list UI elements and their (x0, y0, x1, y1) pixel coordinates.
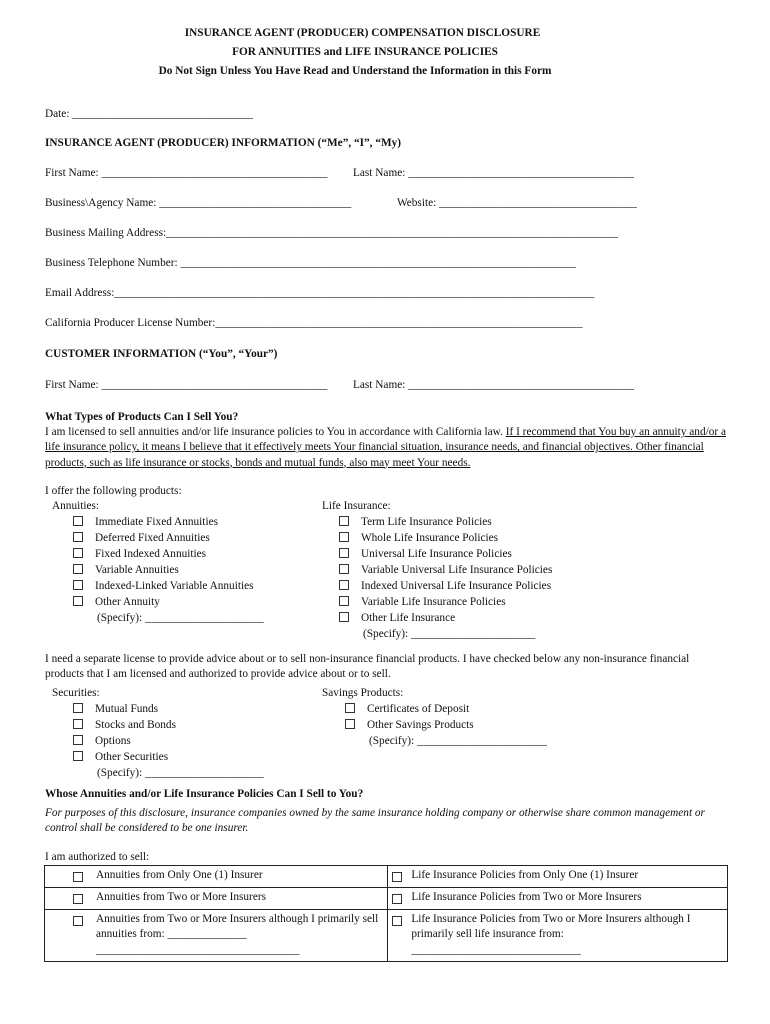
customer-first-name-field[interactable]: First Name: ________________________________________ (45, 379, 328, 391)
whose-italic-note: For purposes of this disclosure, insurance companies owned by the same insurance holding company or otherwise share common management or control shall be considered to be one insurer. (45, 807, 705, 835)
savings-list (322, 686, 547, 750)
checkbox[interactable] (73, 751, 83, 761)
table-row (45, 888, 728, 910)
checkbox[interactable] (339, 532, 349, 542)
checkbox[interactable] (73, 916, 83, 926)
table-cell-text: Life Insurance Policies from Two or More Insurers although I primarily sell life insurance from: ______________________________ (411, 913, 691, 956)
option-label: Options (95, 735, 131, 747)
annuities-list (52, 499, 264, 627)
table-cell-text: Annuities from Two or More Insurers although I primarily sell annuities from: ______________ ____________________________________ (96, 913, 379, 956)
option-term-life-insurance-policies[interactable] (322, 515, 552, 531)
table-cell-text: Life Insurance Policies from Two or More Insurers (411, 891, 642, 903)
products-paragraph-underlined: If I recommend that You buy an annuity and/or a life insurance policy, it means I believe that it effectively meets Your financial situation, insurance needs, and financial objectives. Other financial products, such as life insurance or stocks, bonds and mutual funds, also may meet Your needs. (45, 426, 726, 469)
option-other-savings-products[interactable] (322, 718, 547, 734)
securities-specify[interactable]: (Specify): _____________________ (97, 767, 264, 779)
table-cell[interactable] (388, 910, 728, 962)
license-field[interactable]: California Producer License Number:_________________________________________________________________ (45, 317, 583, 329)
table-cell[interactable] (388, 888, 728, 910)
header-warning: Do Not Sign Unless You Have Read and Understand the Information in this Form (158, 65, 552, 77)
business-name-field[interactable]: Business\Agency Name: __________________________________ (45, 197, 352, 209)
table-cell-text: Annuities from Two or More Insurers (96, 891, 266, 903)
table-cell-text: Life Insurance Policies from Only One (1) Insurer (411, 869, 639, 881)
option-label: Other Savings Products (367, 719, 474, 731)
option-mutual-funds[interactable] (52, 702, 264, 718)
option-immediate-fixed-annuities[interactable] (52, 515, 264, 531)
table-cell[interactable] (45, 888, 388, 910)
option-label: Variable Life Insurance Policies (361, 596, 506, 608)
annuities-specify[interactable]: (Specify): _____________________ (97, 612, 264, 624)
option-other-annuity[interactable] (52, 595, 264, 611)
option-label: Other Life Insurance (361, 612, 456, 624)
securities-label: Securities: (52, 687, 100, 699)
checkbox[interactable] (339, 548, 349, 558)
option-variable-life-insurance-policies[interactable] (322, 595, 552, 611)
option-label: Universal Life Insurance Policies (361, 548, 512, 560)
products-paragraph-plain: I am licensed to sell annuities and/or life insurance policies to You in accordance with California law. (45, 426, 506, 438)
option-label: Other Securities (95, 751, 169, 763)
option-label: Deferred Fixed Annuities (95, 532, 210, 544)
securities-list (52, 686, 264, 782)
customer-heading: CUSTOMER INFORMATION (“You”, “Your”) (45, 348, 278, 360)
agent-first-name-field[interactable]: First Name: ________________________________________ (45, 167, 328, 179)
checkbox[interactable] (73, 532, 83, 542)
mailing-address-field[interactable]: Business Mailing Address:________________________________________________________________________________ (45, 227, 619, 239)
option-certificates-of-deposit[interactable] (322, 702, 547, 718)
authorized-label: I am authorized to sell: (45, 851, 150, 863)
option-stocks-and-bonds[interactable] (52, 718, 264, 734)
option-label: Stocks and Bonds (95, 719, 176, 731)
customer-last-name-field[interactable]: Last Name: ________________________________________ (353, 379, 635, 391)
checkbox[interactable] (73, 872, 83, 882)
checkbox[interactable] (339, 612, 349, 622)
checkbox[interactable] (339, 580, 349, 590)
option-label: Certificates of Deposit (367, 703, 470, 715)
option-label: Variable Universal Life Insurance Policies (361, 564, 553, 576)
email-field[interactable]: Email Address:_____________________________________________________________________________________ (45, 287, 595, 299)
checkbox[interactable] (73, 703, 83, 713)
checkbox[interactable] (73, 596, 83, 606)
option-variable-universal-life-insurance-policies[interactable] (322, 563, 552, 579)
option-label: Whole Life Insurance Policies (361, 532, 499, 544)
option-variable-annuities[interactable] (52, 563, 264, 579)
table-cell-text: Annuities from Only One (1) Insurer (96, 869, 263, 881)
whose-heading: Whose Annuities and/or Life Insurance Policies Can I Sell to You? (45, 788, 364, 800)
option-indexed-universal-life-insurance-policies[interactable] (322, 579, 552, 595)
header-subtitle: FOR ANNUITIES and LIFE INSURANCE POLICIES (232, 46, 498, 58)
form-header (0, 24, 770, 81)
table-row (45, 910, 728, 962)
option-label: Indexed Universal Life Insurance Policies (361, 580, 552, 592)
savings-label: Savings Products: (322, 687, 404, 699)
option-label: Indexed-Linked Variable Annuities (95, 580, 254, 592)
option-label: Term Life Insurance Policies (361, 516, 492, 528)
checkbox[interactable] (392, 894, 402, 904)
date-field[interactable]: Date: ________________________________ (45, 108, 254, 120)
option-universal-life-insurance-policies[interactable] (322, 547, 552, 563)
checkbox[interactable] (345, 703, 355, 713)
checkbox[interactable] (339, 596, 349, 606)
annuities-label: Annuities: (52, 500, 100, 512)
checkbox[interactable] (73, 735, 83, 745)
non-insurance-paragraph: I need a separate license to provide advice about or to sell non-insurance financial products. I have checked below any non-insurance financial products that I am licensed and authorized to provide advice about or to sell. (45, 653, 690, 681)
life-label: Life Insurance: (322, 500, 391, 512)
checkbox[interactable] (339, 516, 349, 526)
table-cell[interactable] (45, 910, 388, 962)
products-paragraph (45, 425, 730, 471)
checkbox[interactable] (392, 916, 402, 926)
option-fixed-indexed-annuities[interactable] (52, 547, 264, 563)
authorized-table (44, 865, 728, 962)
checkbox[interactable] (392, 872, 402, 882)
option-label: Mutual Funds (95, 703, 159, 715)
checkbox[interactable] (345, 719, 355, 729)
option-other-securities[interactable] (52, 750, 264, 766)
checkbox[interactable] (73, 564, 83, 574)
telephone-field[interactable]: Business Telephone Number: ______________________________________________________________________ (45, 257, 576, 269)
life-specify[interactable]: (Specify): ______________________ (363, 628, 536, 640)
option-options[interactable] (52, 734, 264, 750)
products-heading: What Types of Products Can I Sell You? (45, 411, 239, 423)
checkbox[interactable] (73, 894, 83, 904)
website-field[interactable]: Website: ___________________________________ (397, 197, 637, 209)
option-label: Variable Annuities (95, 564, 179, 576)
header-title: INSURANCE AGENT (PRODUCER) COMPENSATION DISCLOSURE (184, 27, 541, 39)
option-whole-life-insurance-policies[interactable] (322, 531, 552, 547)
checkbox[interactable] (73, 580, 83, 590)
table-cell[interactable] (45, 866, 388, 888)
option-label: Fixed Indexed Annuities (95, 548, 207, 560)
agent-last-name-field[interactable]: Last Name: ________________________________________ (353, 167, 635, 179)
checkbox[interactable] (73, 719, 83, 729)
life-list (322, 499, 552, 643)
table-row (45, 866, 728, 888)
option-indexed-linked-variable-annuities[interactable] (52, 579, 264, 595)
option-label: Immediate Fixed Annuities (95, 516, 218, 528)
offer-label: I offer the following products: (45, 485, 182, 497)
checkbox[interactable] (339, 564, 349, 574)
table-cell[interactable] (388, 866, 728, 888)
checkbox[interactable] (73, 548, 83, 558)
agent-heading: INSURANCE AGENT (PRODUCER) INFORMATION (“Me”, “I”, “My) (45, 137, 402, 149)
option-other-life-insurance[interactable] (322, 611, 552, 627)
checkbox[interactable] (73, 516, 83, 526)
savings-specify[interactable]: (Specify): _______________________ (369, 735, 547, 747)
option-label: Other Annuity (95, 596, 160, 608)
option-deferred-fixed-annuities[interactable] (52, 531, 264, 547)
